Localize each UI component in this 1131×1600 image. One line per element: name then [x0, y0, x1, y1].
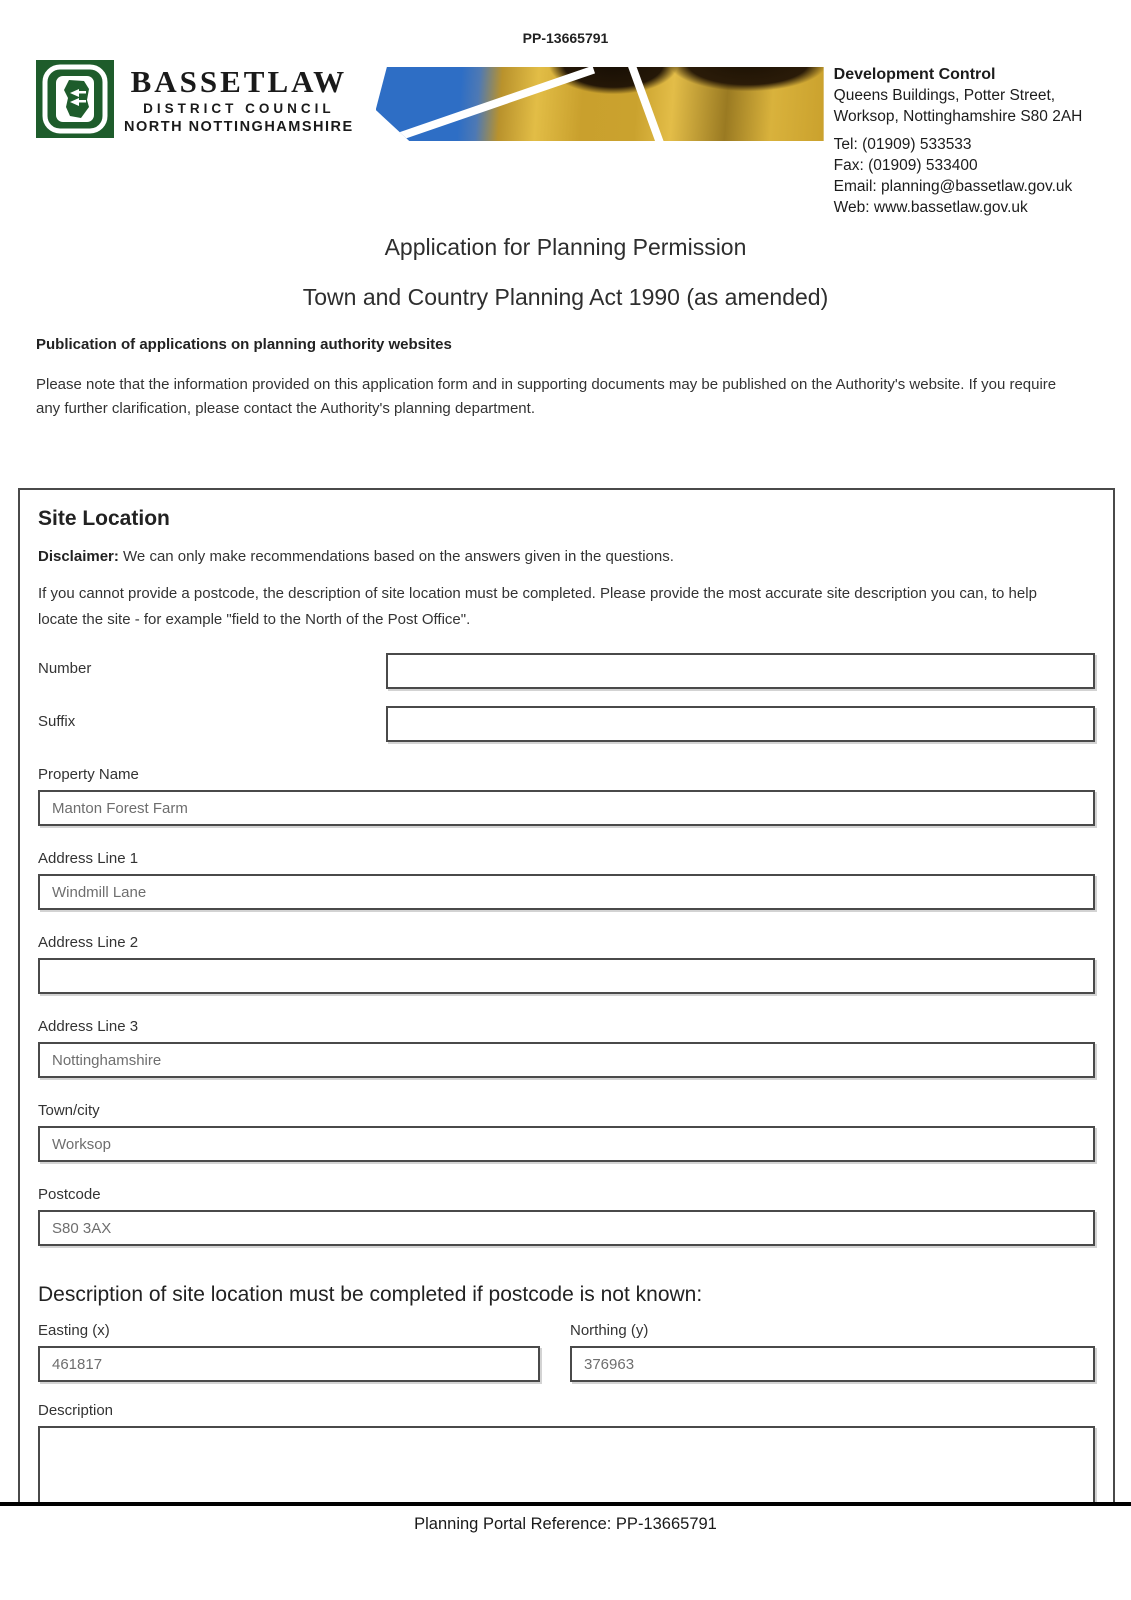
council-subtitle-1: DISTRICT COUNCIL	[143, 101, 335, 116]
postcode-label: Postcode	[38, 1186, 101, 1203]
address-line-3-label: Address Line 3	[38, 1018, 139, 1035]
contact-address-2: Worksop, Nottinghamshire S80 2AH	[833, 107, 1083, 125]
contact-tel: Tel: (01909) 533533	[833, 136, 972, 154]
disclaimer-body: We can only make recommendations based on the answers given in the questions.	[118, 548, 674, 565]
section-title: Site Location	[38, 507, 170, 530]
postcode-input[interactable]	[38, 1210, 1095, 1246]
description-label: Description	[38, 1402, 114, 1419]
planning-portal-reference-footer: Planning Portal Reference: PP-13665791	[414, 1515, 717, 1533]
suffix-input[interactable]	[386, 706, 1095, 742]
contact-email: Email: planning@bassetlaw.gov.uk	[833, 178, 1073, 196]
address-line-2-field	[38, 934, 1095, 994]
address-line-1-field	[38, 850, 1095, 910]
suffix-label: Suffix	[38, 713, 76, 730]
northing-label: Northing (y)	[570, 1322, 649, 1339]
page-header	[36, 60, 1095, 219]
form-title: Application for Planning Permission	[384, 234, 747, 260]
planning-portal-reference-top: PP-13665791	[522, 30, 609, 46]
town-city-field	[38, 1102, 1095, 1162]
address-line-3-field	[38, 1018, 1095, 1078]
disclaimer-text	[38, 548, 1095, 565]
number-input[interactable]	[386, 653, 1095, 689]
contact-web: Web: www.bassetlaw.gov.uk	[833, 199, 1028, 217]
council-logo-text	[124, 60, 354, 135]
town-city-input[interactable]	[38, 1126, 1095, 1162]
suffix-field-row	[38, 706, 1095, 742]
easting-field	[38, 1322, 540, 1382]
bassetlaw-crest-icon	[36, 60, 114, 143]
banner-divider-stripe	[625, 57, 670, 163]
contact-details	[834, 60, 1083, 219]
form-subtitle: Town and Country Planning Act 1990 (as amended)	[302, 284, 829, 310]
sunflower-banner-image	[376, 67, 824, 141]
banner-divider-stripe	[375, 66, 595, 148]
description-field	[38, 1402, 1095, 1503]
address-line-1-label: Address Line 1	[38, 850, 139, 867]
property-name-field	[38, 766, 1095, 826]
council-subtitle-2: NORTH NOTTINGHAMSHIRE	[124, 119, 354, 135]
postcode-info-text: If you cannot provide a postcode, the description of site location must be completed. Please provide the most accurate site description you can, to help locate the site - for example "field to the North of the Post Office".	[38, 585, 1037, 628]
easting-label: Easting (x)	[38, 1322, 110, 1339]
postcode-field	[38, 1186, 1095, 1246]
contact-address-1: Queens Buildings, Potter Street,	[833, 86, 1056, 104]
council-name: BASSETLAW	[130, 64, 348, 99]
address-line-3-input[interactable]	[38, 1042, 1095, 1078]
description-textarea[interactable]	[38, 1426, 1095, 1503]
council-logo	[36, 60, 354, 143]
disclaimer-label: Disclaimer:	[38, 548, 119, 565]
address-line-2-input[interactable]	[38, 958, 1095, 994]
publication-body: Please note that the information provided on this application form and in supporting documents may be published on the Authority's website. If you require any further clarification, please contact the Authority's planning department.	[36, 376, 1057, 418]
northing-input[interactable]	[570, 1346, 1095, 1382]
address-line-1-input[interactable]	[38, 874, 1095, 910]
description-section-heading: Description of site location must be completed if postcode is not known:	[38, 1283, 703, 1306]
northing-field	[570, 1322, 1095, 1382]
contact-fax: Fax: (01909) 533400	[833, 157, 978, 175]
department-name: Development Control	[833, 66, 996, 83]
coordinates-row	[38, 1322, 1095, 1382]
town-city-label: Town/city	[38, 1102, 100, 1119]
address-line-2-label: Address Line 2	[38, 934, 139, 951]
number-label: Number	[38, 660, 92, 677]
number-field-row	[38, 653, 1095, 689]
property-name-input[interactable]	[38, 790, 1095, 826]
easting-input[interactable]	[38, 1346, 540, 1382]
page-break-divider	[0, 1502, 1131, 1506]
property-name-label: Property Name	[38, 766, 139, 783]
publication-heading: Publication of applications on planning authority websites	[36, 336, 452, 353]
site-location-section	[18, 488, 1115, 1503]
